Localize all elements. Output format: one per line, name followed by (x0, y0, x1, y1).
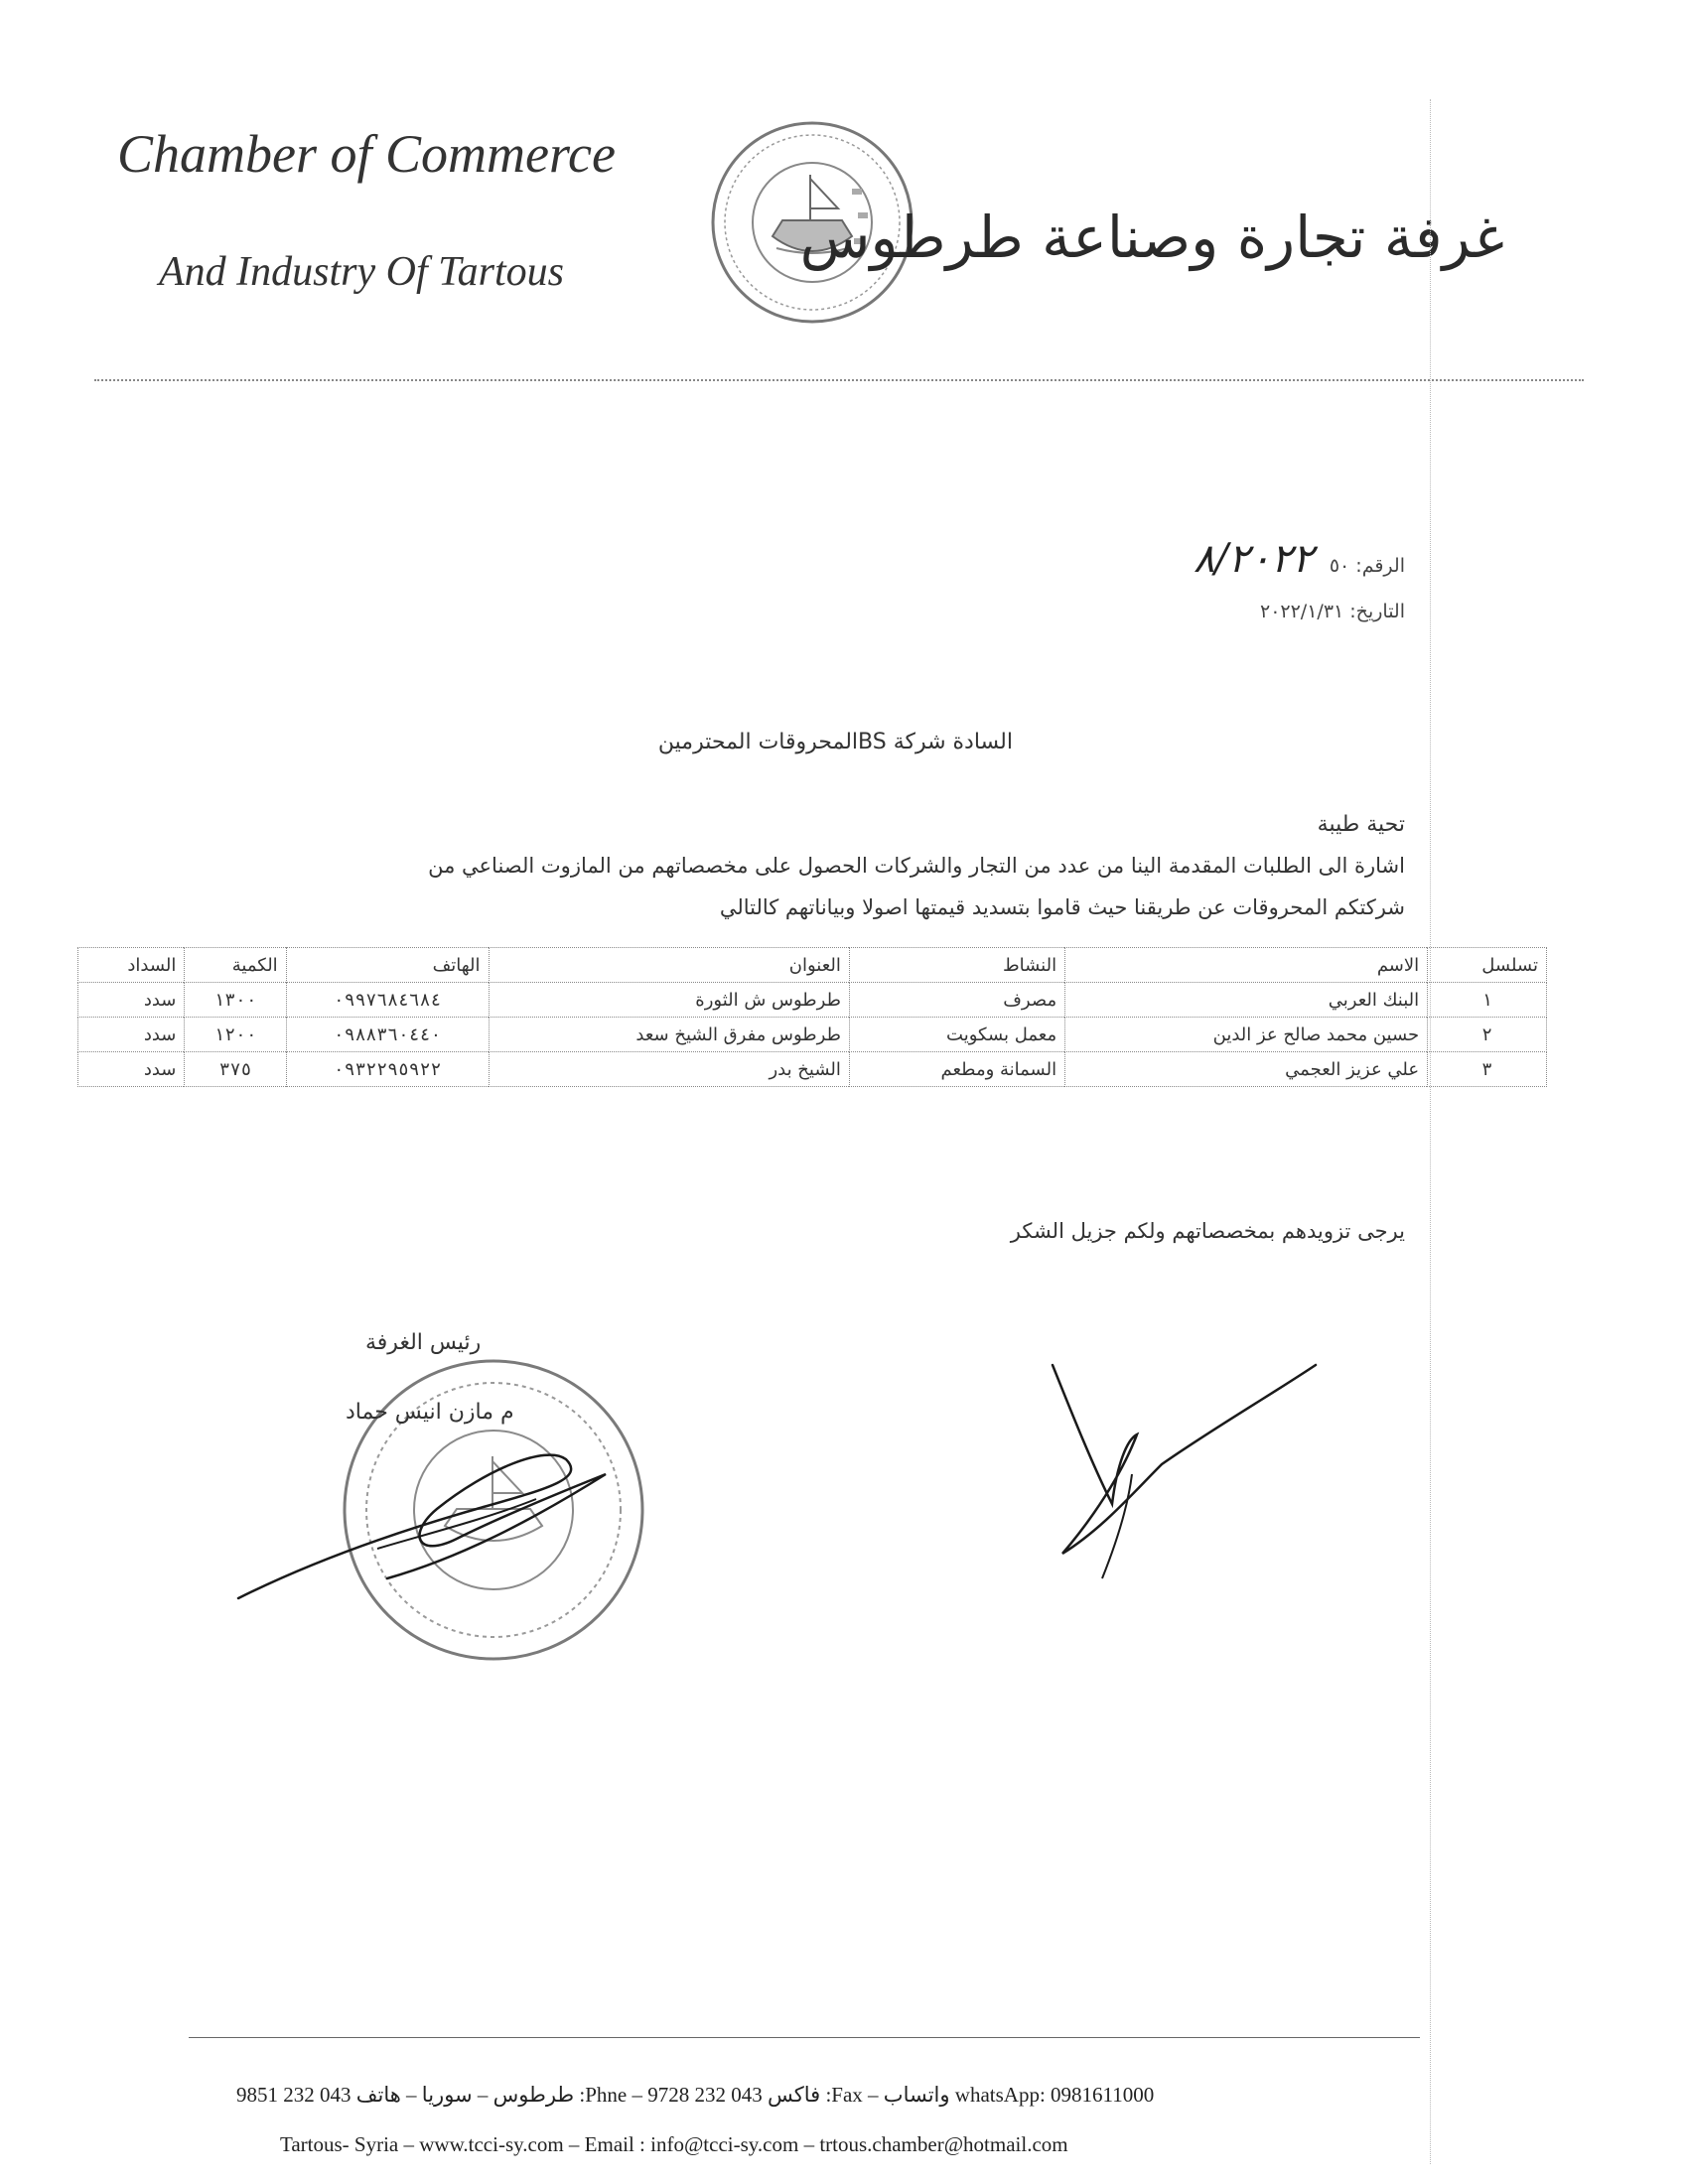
signatory-title: رئيس الغرفة (365, 1330, 482, 1355)
column-header-address: العنوان (489, 948, 849, 983)
footer-divider (189, 2037, 1420, 2038)
cell-seq: ١ (1428, 983, 1547, 1018)
cell-name: البنك العربي (1065, 983, 1428, 1018)
cell-activity: السمانة ومطعم (849, 1052, 1064, 1087)
intro-paragraph-line2: شركتكم المحروقات عن طريقنا حيث قاموا بتسديد قيمتها اصولا وبياناتهم كالتالي (719, 895, 1405, 919)
allocation-table (77, 947, 1547, 1087)
cell-payment: سدد (78, 983, 185, 1018)
column-header-seq: تسلسل (1428, 948, 1547, 983)
cell-seq: ٣ (1428, 1052, 1547, 1087)
cell-activity: مصرف (849, 983, 1064, 1018)
footer-web-email-line: Tartous- Syria – www.tcci-sy.com – Email : info@tcci-sy.com – trtous.chamber@hotmail.com (280, 2132, 1068, 2156)
margin-line (1430, 99, 1431, 2164)
intro-paragraph-line1: اشارة الى الطلبات المقدمة الينا من عدد من التجار والشركات الحصول على مخصصاتهم من المازوت الصناعي من (428, 854, 1405, 878)
cell-payment: سدد (78, 1018, 185, 1052)
column-header-name: الاسم (1065, 948, 1428, 983)
cell-seq: ٢ (1428, 1018, 1547, 1052)
chamber-name-english-line1: Chamber of Commerce (117, 124, 616, 184)
reference-handwritten: ٨/٢٠٢٢ (1193, 536, 1314, 582)
header-divider (94, 379, 1584, 381)
cell-address: طرطوس مفرق الشيخ سعد (489, 1018, 849, 1052)
cell-phone: ٠٩٩٧٦٨٤٦٨٤ (286, 983, 489, 1018)
letter-date: التاريخ: ٢٠٢٢/١/٣١ (1259, 601, 1405, 622)
signatory-name: م مازن انيس حماد (346, 1400, 514, 1425)
column-header-quantity: الكمية (185, 948, 286, 983)
cell-name: علي عزيز العجمي (1065, 1052, 1428, 1087)
column-header-phone: الهاتف (286, 948, 489, 983)
cell-phone: ٠٩٣٢٢٩٥٩٢٢ (286, 1052, 489, 1087)
closing-line: يرجى تزويدهم بمخصصاتهم ولكم جزيل الشكر (1010, 1219, 1405, 1243)
cell-address: طرطوس ش الثورة (489, 983, 849, 1018)
chamber-name-arabic: غرفة تجارة وصناعة طرطوس (799, 204, 1504, 271)
reference-number (1194, 536, 1405, 582)
column-header-activity: النشاط (849, 948, 1064, 983)
table-row (78, 1018, 1547, 1052)
cell-activity: معمل بسكويت (849, 1018, 1064, 1052)
cell-name: حسين محمد صالح عز الدين (1065, 1018, 1428, 1052)
cell-quantity: ٣٧٥ (185, 1052, 286, 1087)
chamber-name-english-line2: And Industry Of Tartous (159, 249, 565, 295)
cell-payment: سدد (78, 1052, 185, 1087)
chairman-signature-icon (228, 1439, 665, 1608)
table-header-row (78, 948, 1547, 983)
addressee: السادة شركة BSالمحروقات المحترمين (657, 730, 1013, 754)
cell-phone: ٠٩٨٨٣٦٠٤٤٠ (286, 1018, 489, 1052)
greeting: تحية طيبة (1317, 812, 1405, 837)
footer-contact-line: طرطوس – سوريا – هاتف 043 232 9851 :Phne – فاكس 043 232 9728 :Fax – واتساب whatsApp: 0981611000 (236, 2083, 1155, 2107)
table-row (78, 1052, 1547, 1087)
column-header-payment: السداد (78, 948, 185, 983)
cell-quantity: ١٣٠٠ (185, 983, 286, 1018)
reference-label: الرقم: ٥٠ (1329, 555, 1405, 577)
cell-address: الشيخ بدر (489, 1052, 849, 1087)
table-row (78, 983, 1547, 1018)
cell-quantity: ١٢٠٠ (185, 1018, 286, 1052)
second-signature-icon (1033, 1345, 1321, 1583)
